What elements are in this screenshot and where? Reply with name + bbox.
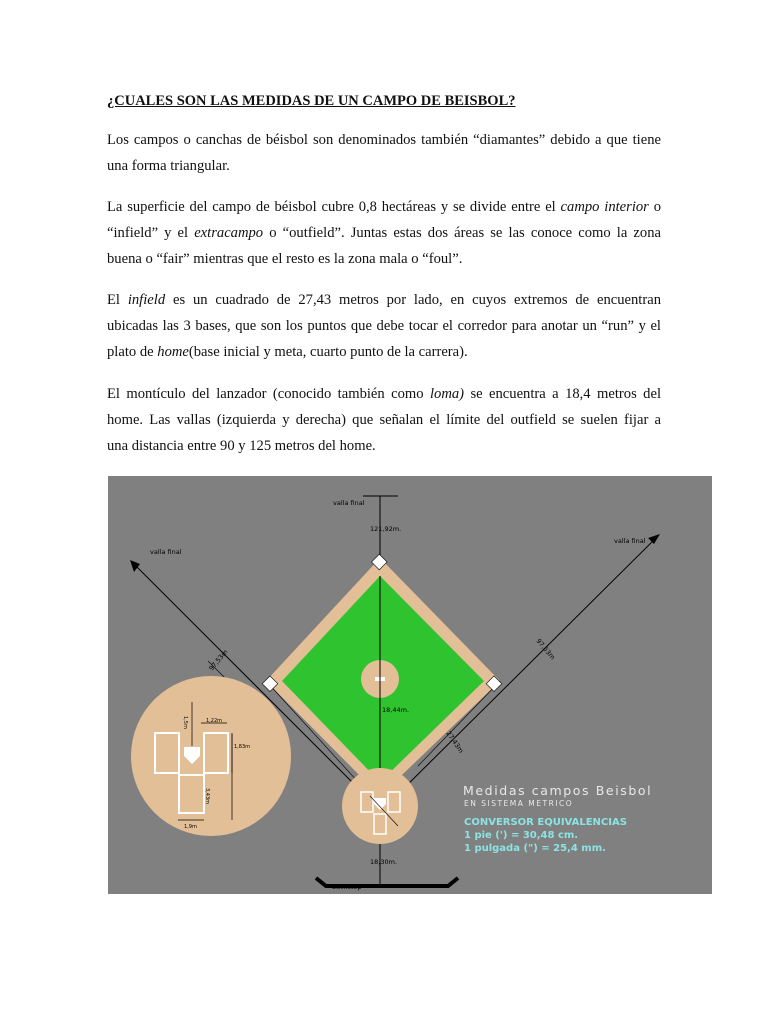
text-run: (base inicial y meta, cuarto punto de la carrera).: [188, 344, 468, 360]
conversion-pie: 1 pie (') = 30,48 cm.: [464, 830, 579, 841]
left-fence-label: valla final: [150, 548, 182, 556]
backstop-distance-label: 18,30m.: [370, 858, 398, 866]
text-run: home. Las vallas (izquierda y derecha) que señalan el límite del outfield se suelen fijar a: [107, 412, 661, 428]
text-run: El montículo del lanzador (conocido también como: [107, 386, 430, 402]
text-run: una forma triangular.: [107, 158, 230, 174]
italic-term: loma): [429, 386, 465, 402]
italic-term: home: [157, 344, 189, 360]
paragraph: [107, 381, 661, 459]
inset-height-label: 1,83m: [234, 744, 251, 750]
right-arrowhead: [648, 534, 660, 544]
text-run: o: [648, 199, 661, 215]
text-run: ubicadas las 3 bases, que son los puntos que debe tocar el corredor para anotar un “run” y el: [107, 318, 661, 334]
legend: [463, 783, 652, 854]
left-line-label: 97,53m: [207, 648, 230, 673]
text-run: “infield” y el: [107, 225, 195, 241]
paragraph-line: [107, 381, 661, 407]
italic-term: campo interior: [560, 199, 649, 215]
text-run: La superficie del campo de béisbol cubre 0,8 hectáreas y se divide entre el: [107, 199, 561, 215]
mound-distance-label: 18,44m.: [382, 706, 410, 714]
italic-term: extracampo: [194, 225, 264, 241]
paragraph-line: [107, 127, 661, 153]
document-title: ¿CUALES SON LAS MEDIDAS DE UN CAMPO DE BEISBOL?: [107, 93, 516, 109]
paragraph-line: [107, 153, 661, 179]
text-run: plato de: [107, 344, 158, 360]
center-distance-label: 121,92m.: [370, 525, 402, 533]
italic-term: infield: [127, 292, 166, 308]
home-plate-inset: [131, 676, 291, 836]
inset-width-label: 1,22m: [206, 718, 223, 724]
text-run: El: [107, 292, 128, 308]
paragraph-line: [107, 287, 661, 313]
paragraph-line: [107, 407, 661, 433]
right-fence-label: valla final: [614, 537, 646, 545]
text-run: es un cuadrado de 27,43 metros por lado, en cuyos extremos de encuentran: [165, 292, 661, 308]
right-line-label: 97,53m: [534, 637, 557, 662]
conversion-pulgada: 1 pulgada (") = 25,4 mm.: [464, 843, 606, 854]
inset-top-label: 1,5m: [182, 716, 188, 729]
text-run: o “outfield”. Juntas estas dos áreas se las conoce como la zona: [263, 225, 661, 241]
legend-subtitle: EN SISTEMA METRICO: [464, 799, 574, 808]
inset-bottom-label: 1,9m: [184, 824, 197, 830]
backstop-label: backstop: [332, 883, 362, 891]
baseball-field-diagram: [108, 476, 712, 894]
conversor-title: CONVERSOR EQUIVALENCIAS: [464, 817, 627, 828]
paragraph-line: [107, 339, 661, 365]
paragraph-line: [107, 313, 661, 339]
paragraph: [107, 194, 661, 272]
paragraph-line: [107, 433, 661, 459]
paragraph: [107, 127, 661, 179]
paragraph-line: [107, 220, 661, 246]
center-fence-label: valla final: [333, 499, 365, 507]
text-run: una distancia entre 90 y 125 metros del home.: [107, 438, 376, 454]
text-run: buena o “fair” mientras que el resto es la zona mala o “foul”.: [107, 251, 463, 267]
left-arrowhead: [130, 560, 140, 572]
text-run: Los campos o canchas de béisbol son denominados también “diamantes” debido a que tiene: [107, 132, 661, 148]
paragraph: [107, 287, 661, 365]
baseline-label: 27,43m: [444, 729, 466, 755]
paragraph-line: [107, 246, 661, 272]
paragraph-line: [107, 194, 661, 220]
text-run: se encuentra a 18,4 metros del: [464, 386, 662, 402]
legend-title: Medidas campos Beisbol: [463, 783, 653, 798]
field-svg: [108, 476, 712, 894]
inset-length-label: 3,43m: [204, 788, 210, 805]
